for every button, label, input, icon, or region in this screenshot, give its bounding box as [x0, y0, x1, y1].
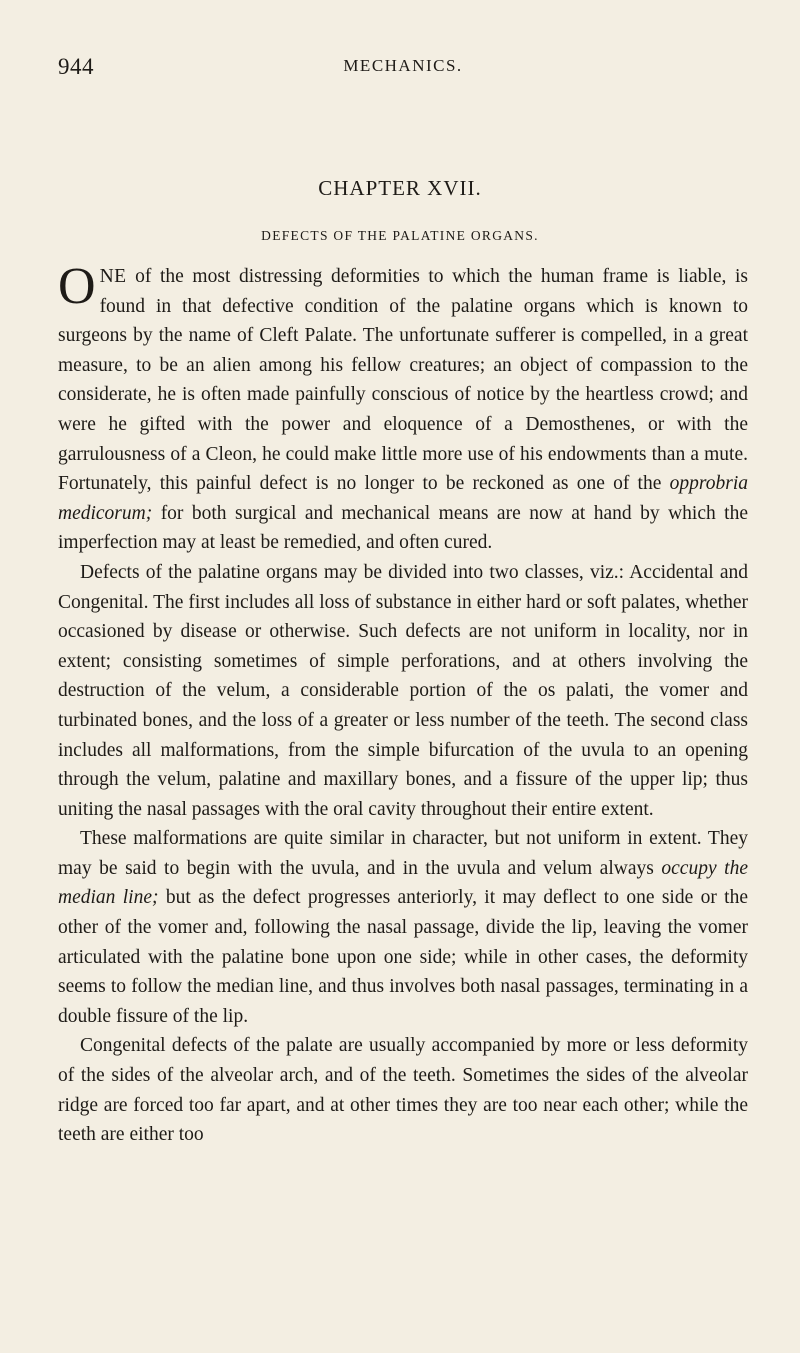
paragraph-1-text-a: of the most distressing deformities to which the human frame is liable, is found in that defective condition of the palatine organs which is known to surgeons by the name of Cleft Palate. The unfortunate sufferer is compelled, in a great measure, to be an alien among his fellow creatures; an object of compassion to the considerate, he is often made painfully conscious of notice by the heartless crowd; and were he gifted with the power and eloquence of a Demosthenes, or with the garrulousness of a Cleon, he could make little more use of his endowments than a mute. Fortunately, this painful defect is no longer to be reckoned as one of the — [58, 266, 748, 495]
paragraph-1 — [58, 258, 748, 558]
drop-cap: O — [58, 258, 96, 315]
chapter-title: CHAPTER XVII. — [318, 176, 482, 200]
paragraph-3-text-b: but as the defect progresses anteriorly, it may deflect to one side or the other of the vomer and, following the nasal passage, divide the lip, leaving the vomer articulated with the palatine bone upon one side; while in other cases, the deformity seems to follow the median line, and thus involves both nasal passages, terminating in a double fissure of the lip. — [58, 887, 749, 1027]
paragraph-1-italic: opprobria medicorum; — [58, 473, 748, 524]
paragraph-3 — [58, 824, 748, 1031]
paragraph-3-text-a: These malformations are quite similar in character, but not uniform in extent. They may be said to begin with the uvula, and in the uvula and velum always — [58, 828, 748, 879]
lead-word: NE — [99, 266, 127, 287]
paragraph-3-italic: occupy the median line; — [58, 857, 748, 909]
section-title: DEFECTS OF THE PALATINE ORGANS. — [261, 228, 539, 243]
page-number: 944 — [58, 54, 94, 79]
running-header — [58, 54, 748, 84]
paragraph-1-text-b: for both surgical and mechanical means are now at hand by which the imperfection may at least be remedied, and often cured. — [58, 502, 748, 554]
paragraph-2: Defects of the palatine organs may be divided into two classes, viz.: Accidental and Congenital. The first includes all loss of substance in either hard or soft palates, whether occasioned by disease or otherwise. Such defects are not uniform in locality, nor in extent; consisting sometimes of simple perforations, and at others involving the destruction of the velum, a considerable portion of the os palati, the vomer and turbinated bones, and the loss of a greater or less number of the teeth. The second class includes all malformations, from the simple bifurcation of the uvula to an opening through the velum, palatine and maxillary bones, and a fissure of the upper lip; thus uniting the nasal passages with the oral cavity throughout their entire extent. — [58, 561, 748, 820]
paragraph-4: Congenital defects of the palate are usually accompanied by more or less deformity of the sides of the alveolar arch, and of the teeth. Sometimes the sides of the alveolar ridge are forced too far apart, and at other times they are too near each other; while the teeth are either too — [58, 1035, 748, 1146]
running-title: MECHANICS. — [343, 56, 463, 75]
body-text — [58, 258, 749, 1150]
